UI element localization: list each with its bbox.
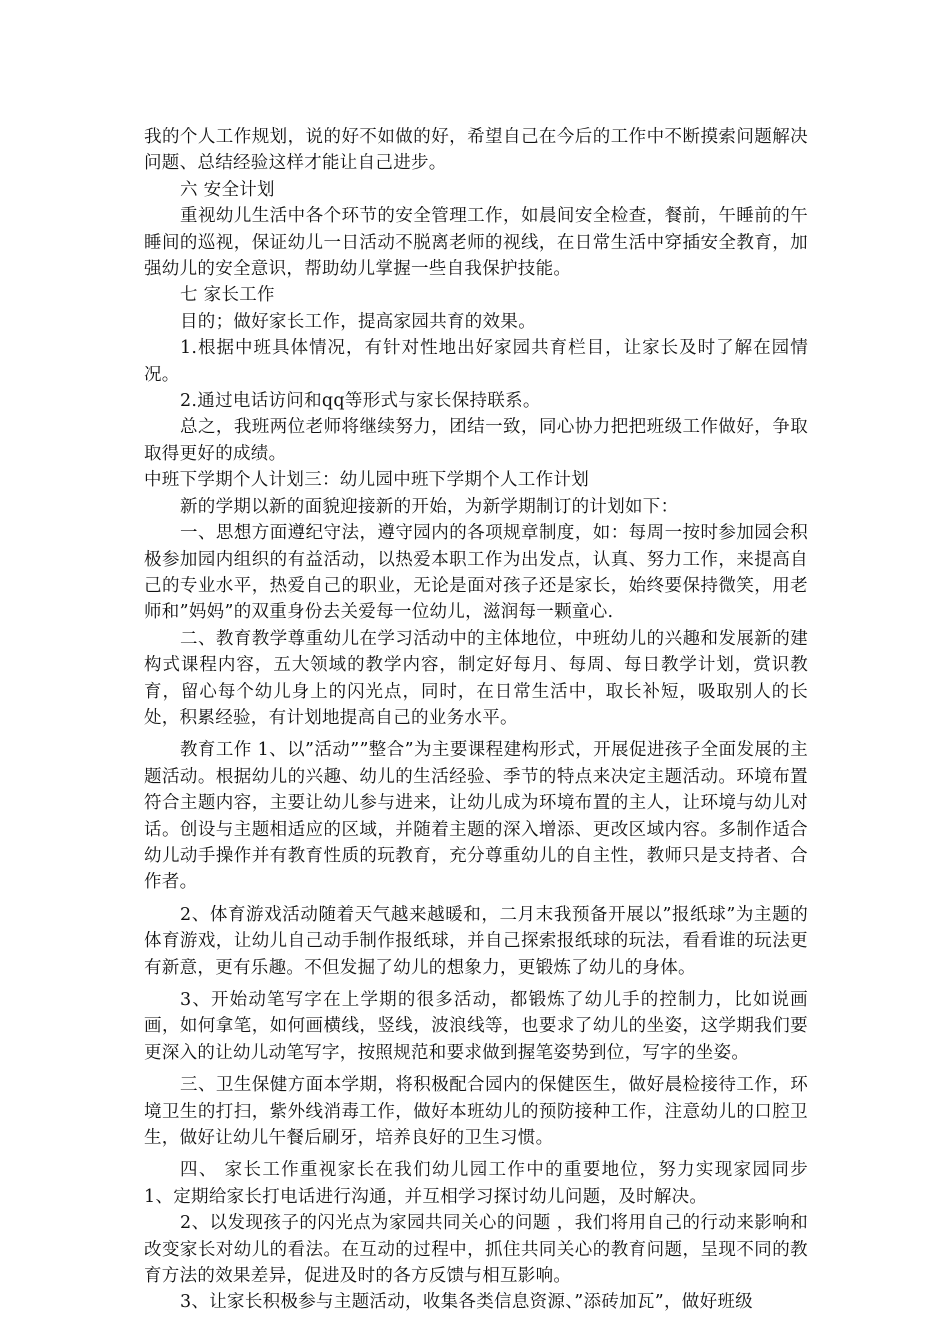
- paragraph-item-2: 2.通过电话访问和qq等形式与家长保持联系。: [180, 391, 541, 412]
- paragraph-teaching: 二、教育教学尊重幼儿在学习活动中的主体地位，中班幼儿的兴趣和发展新的建构式课程内容，五大领域的教学内容，制定好每月、每周、每日教学计划，赏识教育，留心每个幼儿身上的闪光点，同时，在日常生活中，取长补短，吸取别人的长处，积累经验，有计划地提高自己的业务水平。: [144, 628, 808, 728]
- paragraph-1: 我的个人工作规划，说的好不如做的好，希望自己在今后的工作中不断摸索问题解决问题、总结经验这样才能让自己进步。: [144, 127, 808, 174]
- plan-three-title: 中班下学期个人计划三：幼儿园中班下学期个人工作计划: [144, 470, 589, 491]
- paragraph-highlights: 2、以发现孩子的闪光点为家园共同关心的问题 ，我们将用自己的行动来影响和改变家长对幼儿的看法。在互动的过程中，抓住共同关心的教育问题，呈现不同的教育方法的效果差异，促进及时的各方反馈与相互影响。: [144, 1213, 808, 1287]
- paragraph-item-1: 1.根据中班具体情况，有针对性地出好家园共育栏目，让家长及时了解在园情况。: [144, 338, 808, 385]
- paragraph-parent-work: 四、 家长工作重视家长在我们幼儿园工作中的重要地位，努力实现家园同步 1、定期给家长打电话进行沟通，并互相学习探讨幼儿问题，及时解决。: [144, 1160, 808, 1207]
- paragraph-safety: 重视幼儿生活中各个环节的安全管理工作，如晨间安全检查，餐前，午睡前的午睡间的巡视，保证幼儿一日活动不脱离老师的视线，在日常生活中穿插安全教育，加强幼儿的安全意识，帮助幼儿掌握一些自我保护技能。: [144, 206, 808, 280]
- section-heading-safety: 六 安全计划: [180, 179, 275, 200]
- paragraph-education-work: 教育工作 1、以”活动””整合”为主要课程建构形式，开展促进孩子全面发展的主题活动。根据幼儿的兴趣、幼儿的生活经验、季节的特点来决定主题活动。环境布置符合主题内容，主要让幼儿参与进来，让幼儿成为环境布置的主人，让环境与幼儿对话。创设与主题相适应的区域，并随着主题的深入增添、更改区域内容。多制作适合幼儿动手操作并有教育性质的玩教育，充分尊重幼儿的自主性，教师只是支持者、合作者。: [144, 740, 808, 893]
- document-body: [144, 124, 808, 1316]
- paragraph-conclusion: 总之，我班两位老师将继续努力，团结一致，同心协力把把班级工作做好，争取取得更好的成绩。: [144, 417, 808, 464]
- paragraph-writing: 3、开始动笔写字在上学期的很多活动，都锻炼了幼儿手的控制力，比如说画画，如何拿笔，如何画横线，竖线，波浪线等，也要求了幼儿的坐姿，这学期我们要更深入的让幼儿动笔写字，按照规范和要求做到握笔姿势到位，写字的坐姿。: [144, 990, 808, 1063]
- paragraph-health: 三、卫生保健方面本学期，将积极配合园内的保健医生，做好晨检接待工作，环境卫生的打扫，紫外线消毒工作，做好本班幼儿的预防接种工作，注意幼儿的口腔卫生，做好让幼儿午餐后刷牙，培养良好的卫生习惯。: [144, 1075, 808, 1149]
- paragraph-sports: 2、体育游戏活动随着天气越来越暖和，二月末我预备开展以”报纸球”为主题的体育游戏，让幼儿自己动手制作报纸球，并自己探索报纸球的玩法，看看谁的玩法更有新意，更有乐趣。不但发掘了幼儿的想象力，更锻炼了幼儿的身体。: [144, 904, 808, 978]
- paragraph-participation: 3、让家长积极参与主题活动，收集各类信息资源、”添砖加瓦”，做好班级: [180, 1292, 753, 1313]
- paragraph-intro: 新的学期以新的面貌迎接新的开始，为新学期制订的计划如下：: [180, 496, 679, 517]
- paragraph-ideology: 一、思想方面遵纪守法，遵守园内的各项规章制度，如：每周一按时参加园会积极参加园内组织的有益活动，以热爱本职工作为出发点，认真、努力工作，来提高自己的专业水平，热爱自己的职业，无论是面对孩子还是家长，始终要保持微笑，用老师和”妈妈”的双重身份去关爱每一位幼儿，滋润每一颗童心.: [144, 523, 808, 623]
- paragraph-purpose: 目的；做好家长工作，提高家园共育的效果。: [180, 311, 536, 332]
- section-heading-parents: 七 家长工作: [180, 285, 275, 306]
